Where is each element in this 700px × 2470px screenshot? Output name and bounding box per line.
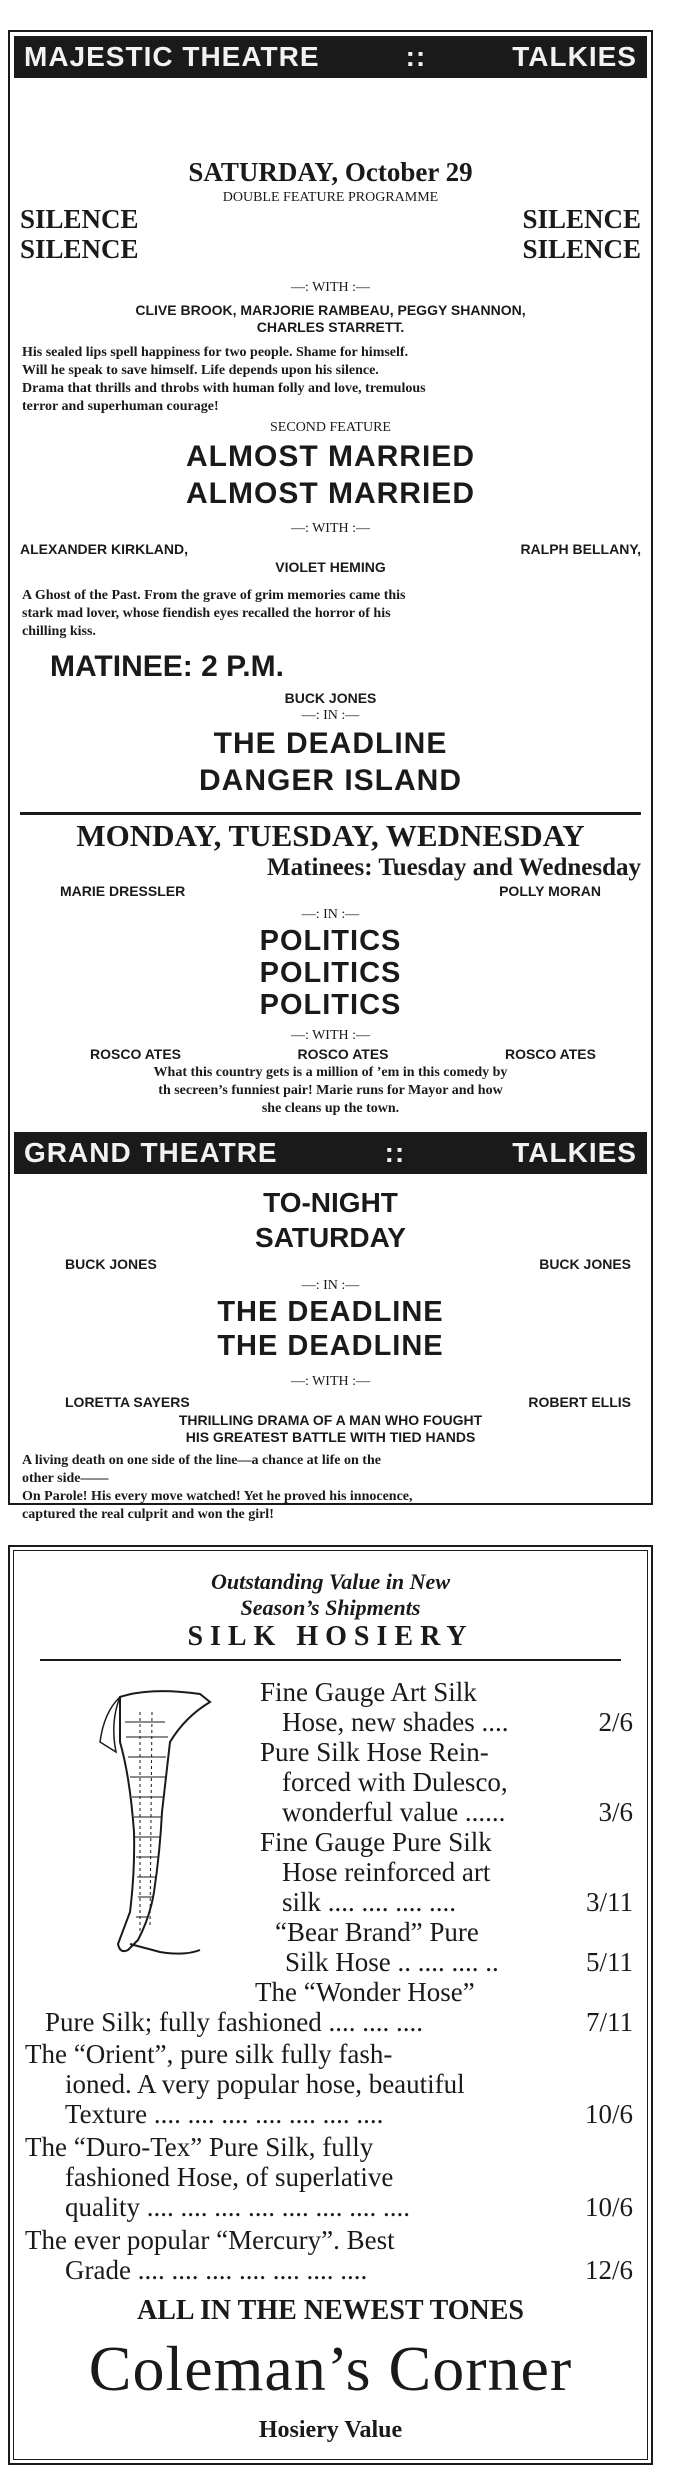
item-1-desc — [260, 1677, 508, 1737]
section-divider — [20, 812, 641, 815]
grand-in: —: IN :— — [301, 1278, 360, 1293]
heading-rule — [40, 1659, 621, 1661]
item-2-desc — [260, 1737, 508, 1827]
majestic-banner-talkies: TALKIES — [512, 41, 637, 72]
blurb-line: Drama that thrills and throbs with human folly and love, tremulous — [22, 381, 426, 396]
grand-title-2: THE DEADLINE — [217, 1330, 444, 1362]
item-8-price: 12/6 — [584, 2255, 633, 2285]
grand-cast-left: LORETTA SAYERS — [65, 1394, 190, 1410]
matinee-film-2: DANGER ISLAND — [198, 764, 462, 797]
item-6-price: 10/6 — [584, 2099, 633, 2129]
grand-star-row — [65, 1256, 631, 1272]
grand-star-right: BUCK JONES — [539, 1256, 631, 1272]
hosiery-heading-3: SILK HOSIERY — [187, 1621, 474, 1652]
feature2-title-2: ALMOST MARRIED — [186, 477, 475, 510]
item-4-desc — [275, 1917, 499, 1977]
feature2-blurb — [22, 587, 639, 641]
hosiery-heading-2: Season’s Shipments — [240, 1595, 421, 1620]
grand-banner — [14, 1132, 647, 1174]
feature1-with: —: WITH :— — [290, 280, 371, 295]
item-line: silk .... .... .... .... — [282, 1887, 457, 1917]
hosiery-advertisement — [8, 1545, 653, 2465]
item-line: Texture .... .... .... .... .... .... .... — [65, 2099, 384, 2129]
item-line: ioned. A very popular hose, beautiful — [65, 2069, 465, 2099]
item-5-desc-line-1: The “Wonder Hose” — [255, 1977, 475, 2007]
grand-star-left: BUCK JONES — [65, 1256, 157, 1272]
blurb-line: other side—— — [22, 1471, 109, 1486]
item-line: wonderful value ...... — [282, 1797, 506, 1827]
feature2-cast-row — [20, 541, 641, 557]
item-line: quality .... .... .... .... .... .... .... .... — [65, 2192, 410, 2222]
item-5-price: 7/11 — [586, 2007, 633, 2037]
item-3-price: 3/11 — [586, 1887, 633, 1917]
feature2-cast-line-3: VIOLET HEMING — [275, 559, 386, 575]
matinee-star: BUCK JONES — [284, 690, 377, 706]
feature2-with: —: WITH :— — [290, 521, 371, 536]
item-line: Grade .... .... .... .... .... .... .... — [65, 2255, 368, 2285]
grand-tagline-1: THRILLING DRAMA OF A MAN WHO FOUGHT — [178, 1412, 483, 1428]
majestic-date: SATURDAY, October 29 — [188, 157, 473, 187]
hosiery-footer: Hosiery Value — [258, 2417, 403, 2443]
matinees-heading: Matinees: Tuesday and Wednesday — [267, 854, 641, 881]
grand-with: —: WITH :— — [290, 1374, 371, 1389]
grand-tonight: TO-NIGHT — [263, 1187, 398, 1218]
majestic-banner-separator: :: — [405, 41, 427, 72]
feature1-title-left: SILENCE — [20, 204, 139, 234]
item-line: The ever popular “Mercury”. Best — [25, 2225, 395, 2255]
politics-support: ROSCO ATES — [504, 1046, 596, 1062]
blurb-line: On Parole! His every move watched! Yet he proved his innocence, — [22, 1489, 413, 1504]
politics-title-3: POLITICS — [259, 989, 402, 1021]
matinee-in: —: IN :— — [301, 708, 360, 723]
item-3-desc — [260, 1827, 492, 1917]
politics-support: ROSCO ATES — [297, 1046, 389, 1062]
item-line: Fine Gauge Art Silk — [260, 1677, 477, 1707]
feature2-title-1: ALMOST MARRIED — [186, 440, 475, 473]
feature1-title-right: SILENCE — [522, 234, 641, 264]
politics-cast-right: POLLY MORAN — [499, 883, 601, 899]
days-heading: MONDAY, TUESDAY, WEDNESDAY — [76, 818, 585, 853]
item-line: Fine Gauge Pure Silk — [260, 1827, 492, 1857]
item-line: Pure Silk Hose Rein- — [260, 1737, 489, 1767]
politics-support: ROSCO ATES — [90, 1046, 182, 1062]
item-2-price: 3/6 — [598, 1797, 633, 1827]
store-name: Coleman’s Corner — [88, 2333, 573, 2404]
blurb-line: she cleans up the town. — [261, 1101, 400, 1116]
grand-cast-right: ROBERT ELLIS — [528, 1394, 631, 1410]
matinee-time: MATINEE: 2 P.M. — [50, 650, 284, 683]
item-1-price: 2/6 — [598, 1707, 633, 1737]
stocking-leg-illustration — [90, 1682, 265, 1962]
matinee-film-1: THE DEADLINE — [213, 727, 448, 760]
item-line: The “Orient”, pure silk fully fash- — [25, 2039, 393, 2069]
item-line: Hose reinforced art — [282, 1857, 491, 1887]
blurb-line: stark mad lover, whose fiendish eyes recalled the horror of his — [22, 606, 391, 621]
blurb-line: A Ghost of the Past. From the grave of grim memories came this — [22, 588, 406, 603]
programme-label: DOUBLE FEATURE PROGRAMME — [222, 190, 439, 205]
feature1-title-row-2 — [20, 234, 641, 265]
politics-cast-left: MARIE DRESSLER — [60, 883, 186, 899]
politics-cast-row — [60, 883, 601, 899]
feature2-cast-left: ALEXANDER KIRKLAND, — [20, 541, 188, 557]
politics-title-2: POLITICS — [259, 957, 402, 989]
blurb-line: chilling kiss. — [22, 624, 96, 639]
politics-in: —: IN :— — [301, 907, 360, 922]
blurb-line: th secreen’s funniest pair! Marie runs for Mayor and how — [158, 1083, 503, 1098]
majestic-banner — [14, 36, 647, 78]
feature1-cast-line-1: CLIVE BROOK, MARJORIE RAMBEAU, PEGGY SHANNON, — [135, 302, 526, 318]
newest-tones: ALL IN THE NEWEST TONES — [137, 2295, 524, 2326]
item-5-desc-line-2: Pure Silk; fully fashioned .... .... .... — [45, 2007, 423, 2037]
item-6-desc — [25, 2039, 465, 2129]
feature1-title-left: SILENCE — [20, 234, 139, 264]
item-line: Silk Hose .. .... .... .. — [285, 1947, 499, 1977]
feature1-blurb — [22, 344, 639, 416]
item-line: forced with Dulesco, — [282, 1767, 508, 1797]
item-line: fashioned Hose, of superlative — [65, 2162, 394, 2192]
grand-title-1: THE DEADLINE — [217, 1296, 444, 1328]
feature1-cast-line-2: CHARLES STARRETT. — [256, 319, 405, 335]
grand-cast-row — [65, 1394, 631, 1410]
blurb-line: A living death on one side of the line—a chance at life on the — [22, 1453, 381, 1468]
grand-tagline-2: HIS GREATEST BATTLE WITH TIED HANDS — [185, 1429, 476, 1445]
politics-support-row — [90, 1046, 596, 1062]
blurb-line: terror and superhuman courage! — [22, 399, 219, 414]
blurb-line: What this country gets is a million of ’em in this comedy by — [153, 1065, 508, 1080]
grand-blurb — [22, 1452, 639, 1524]
grand-banner-separator: :: — [384, 1137, 406, 1168]
politics-with: —: WITH :— — [290, 1028, 371, 1043]
feature2-cast-right: RALPH BELLANY, — [520, 541, 641, 557]
cinema-advertisement — [8, 30, 653, 1522]
item-4-price: 5/11 — [586, 1947, 633, 1977]
blurb-line: His sealed lips spell happiness for two people. Shame for himself. — [22, 345, 409, 360]
item-line: Hose, new shades .... — [282, 1707, 509, 1737]
grand-day: SATURDAY — [255, 1222, 406, 1253]
item-7-desc — [25, 2132, 410, 2222]
hosiery-heading-1: Outstanding Value in New — [210, 1569, 450, 1594]
grand-banner-name: GRAND THEATRE — [24, 1137, 278, 1168]
feature1-title-right: SILENCE — [522, 204, 641, 234]
politics-title-1: POLITICS — [259, 925, 402, 957]
item-8-desc — [25, 2225, 395, 2285]
politics-blurb — [22, 1064, 639, 1118]
item-line: “Bear Brand” Pure — [275, 1917, 479, 1947]
blurb-line: Will he speak to save himself. Life depends upon his silence. — [22, 363, 379, 378]
second-feature-label: SECOND FEATURE — [270, 420, 391, 435]
grand-banner-talkies: TALKIES — [512, 1137, 637, 1168]
feature1-title-row-1 — [20, 204, 641, 235]
majestic-banner-name: MAJESTIC THEATRE — [24, 41, 320, 72]
blurb-line: captured the real culprit and won the girl! — [22, 1507, 274, 1522]
item-line: The “Duro-Tex” Pure Silk, fully — [25, 2132, 374, 2162]
item-7-price: 10/6 — [584, 2192, 633, 2222]
